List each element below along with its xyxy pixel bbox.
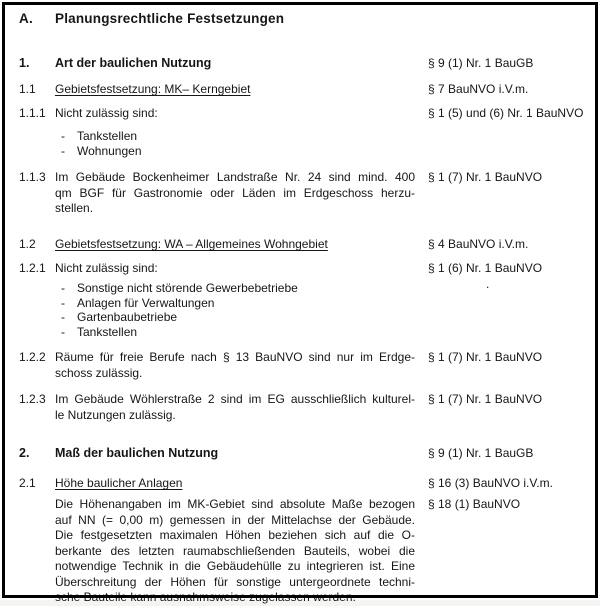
section-title: Nicht zulässig sind: (55, 106, 158, 120)
bullet-dash: - (61, 143, 65, 158)
list-item-label: Tankstellen (77, 324, 138, 339)
section-number: 1.2 (19, 237, 36, 251)
section-number: 1.1.1 (19, 106, 46, 120)
section-1-1-3 (0, 170, 596, 217)
list-item-label: Sonstige nicht störende Gewerbebetriebe (77, 281, 298, 295)
section-title: Gebietsfestsetzung: WA – Allgemeines Wohngebiet (55, 237, 328, 251)
body-line: auf NN (= 0,00 m) gemessen in der Mittelachse der Gebäude. (55, 512, 415, 527)
list-item (55, 144, 415, 159)
section-1-2-3 (0, 392, 596, 423)
section-1 (0, 56, 596, 72)
legal-reference: § 16 (3) BauNVO i.V.m. (428, 476, 553, 490)
bullet-dash: - (61, 281, 65, 295)
body-line: Räume für freie Berufe nach § 13 BauNVO sind nur im Erdge- (55, 350, 415, 364)
body-line: le Nutzungen zulässig. (55, 407, 176, 422)
section-2-1-paragraph (0, 497, 596, 606)
section-title: Planungsrechtliche Festsetzungen (55, 11, 285, 26)
section-number: A. (19, 11, 33, 26)
list-item (55, 129, 415, 144)
scan-artifact-dot: . (486, 277, 490, 291)
section-1-1 (0, 82, 596, 98)
legal-reference: § 1 (6) Nr. 1 BauNVO (428, 261, 543, 275)
body-line: Die festgesetzten maximalen Höhen beziehen sich auf die O- (55, 528, 415, 542)
body-line: notwendige Technik in die Gebäudehülle zu integrieren ist. Eine (55, 559, 415, 573)
bullet-dash: - (61, 324, 65, 339)
section-number: 2. (19, 446, 30, 460)
bullet-dash: - (61, 310, 65, 324)
section-number: 1. (19, 56, 30, 70)
section-1-2-2 (0, 350, 596, 381)
legal-reference: § 4 BauNVO i.V.m. (428, 237, 529, 251)
section-number: 1.2.1 (19, 261, 46, 275)
section-1-2-1 (0, 261, 596, 277)
list-item-label: Anlagen für Verwaltungen (77, 295, 215, 310)
body-line: stellen. (55, 201, 94, 215)
legal-reference: § 18 (1) BauNVO (428, 497, 521, 511)
legal-reference: § 1 (7) Nr. 1 BauNVO (428, 170, 543, 184)
list-item-label: Wohnungen (77, 143, 142, 158)
section-number: 1.2.3 (19, 392, 46, 406)
bullet-dash: - (61, 129, 65, 143)
legal-reference: § 9 (1) Nr. 1 BauGB (428, 56, 534, 70)
list-item (55, 325, 415, 340)
body-line: Im Gebäude Wöhlerstraße 2 sind im EG ausschließlich kulturel- (55, 392, 415, 406)
body-line: Die Höhenangaben im MK-Gebiet sind absolute Maße bezogen (55, 497, 415, 511)
list-item (55, 281, 415, 296)
section-1-2 (0, 237, 596, 253)
body-line: Überschreitung der Höhen für sonstige untergeordnete techni- (55, 574, 415, 589)
body-line: Im Gebäude Bockenheimer Landstraße Nr. 24 sind mind. 400 (55, 170, 415, 184)
section-1-1-1 (0, 106, 596, 122)
body-line: qm BGF für Gastronomie oder Läden im Erdgeschoss herzu- (55, 185, 415, 200)
list-item-label: Gartenbaubetriebe (77, 310, 178, 324)
section-2 (0, 446, 596, 462)
exclusion-list-1-2-1 (0, 281, 596, 339)
section-heading-a (0, 11, 596, 27)
section-title: Maß der baulichen Nutzung (55, 446, 219, 460)
legal-reference: § 1 (5) und (6) Nr. 1 BauNVO (428, 106, 584, 120)
section-2-1 (0, 476, 596, 492)
list-item-label: Tankstellen (77, 129, 138, 143)
section-number: 1.2.2 (19, 350, 46, 364)
section-title: Höhe baulicher Anlagen (55, 476, 183, 490)
legal-reference: § 7 BauNVO i.V.m. (428, 82, 529, 96)
section-title: Art der baulichen Nutzung (55, 56, 212, 70)
section-title: Gebietsfestsetzung: MK– Kerngebiet (55, 82, 251, 96)
legal-reference: § 1 (7) Nr. 1 BauNVO (428, 350, 543, 364)
list-item (55, 296, 415, 311)
body-line: berkante des letzten raumabschließenden Bauteils, wobei die (55, 543, 415, 558)
section-number: 2.1 (19, 476, 36, 490)
body-line: schoss zulässig. (55, 365, 143, 380)
list-item (55, 310, 415, 325)
section-number: 1.1 (19, 82, 36, 96)
body-line: sche Bauteile kann ausnahmsweise zugelassen werden. (55, 590, 356, 604)
exclusion-list-1-1-1 (0, 129, 596, 158)
legal-reference: § 9 (1) Nr. 1 BauGB (428, 446, 534, 460)
legal-reference: § 1 (7) Nr. 1 BauNVO (428, 392, 543, 406)
section-number: 1.1.3 (19, 170, 46, 184)
section-title: Nicht zulässig sind: (55, 261, 158, 275)
bullet-dash: - (61, 295, 65, 310)
